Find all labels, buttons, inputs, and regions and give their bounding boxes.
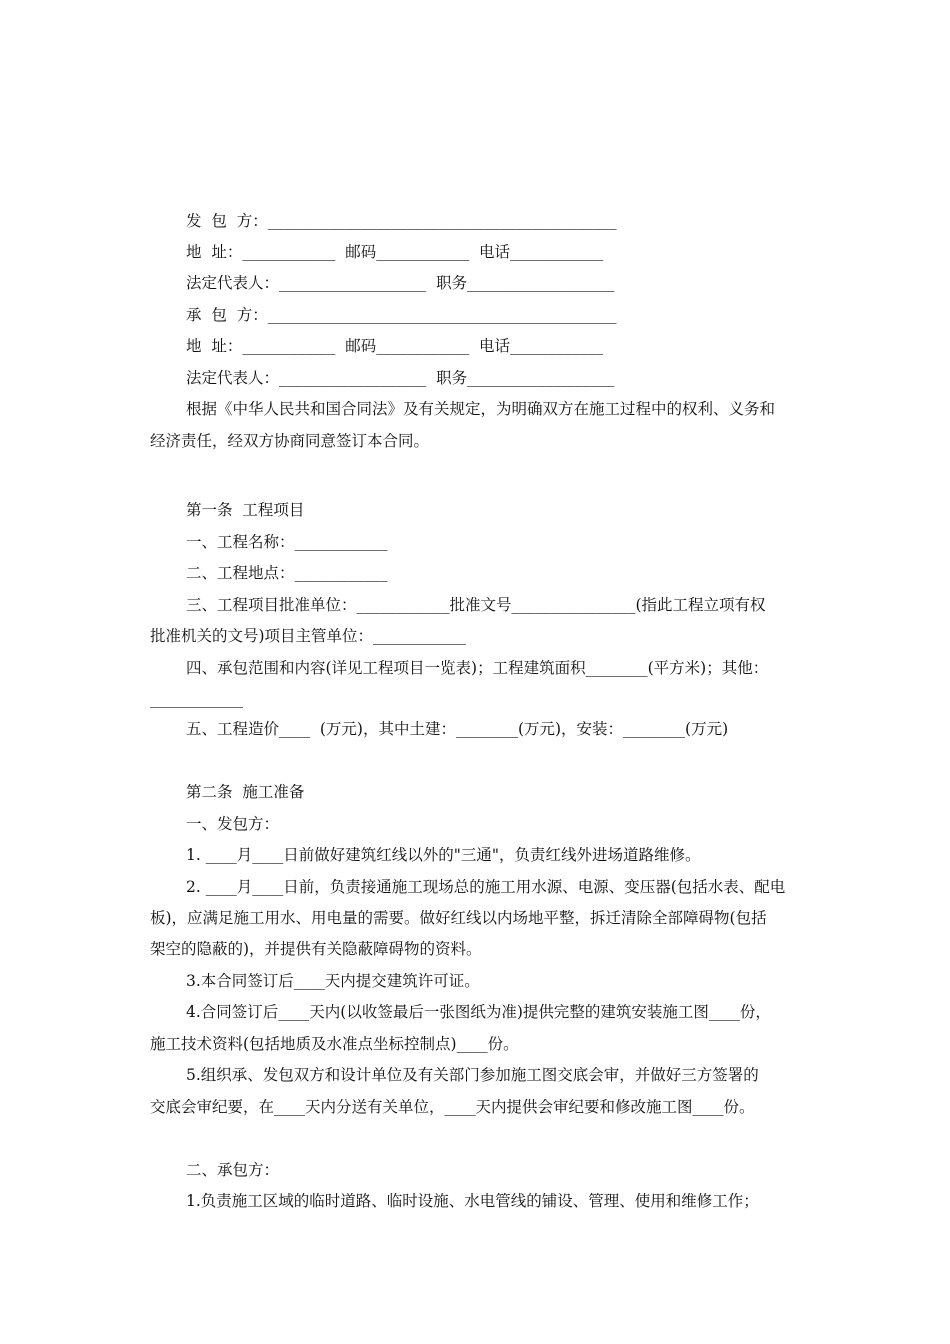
employer-address-line: 地 址：____________ 邮码____________ 电话____________	[186, 243, 604, 261]
employer-item-2-line-3: 架空的隐蔽的)，并提供有关隐蔽障碍物的资料。	[150, 940, 482, 958]
scope-line-2: ____________	[150, 690, 243, 708]
contractor-section-heading: 二、承包方：	[186, 1161, 280, 1179]
scope-line-1: 四、承包范围和内容(详见工程项目一览表)；工程建筑面积________(平方米)；其他：	[186, 659, 769, 677]
employer-item-4-line-1: 4.合同签订后____天内(以收签最后一张图纸为准)提供完整的建筑安装施工图____份，	[186, 1003, 771, 1021]
employer-line: 发 包 方：_____________________________________________	[186, 212, 617, 230]
article-2-heading: 第二条 施工准备	[186, 783, 305, 801]
approval-line-2: 批准机关的文号)项目主管单位：____________	[150, 627, 467, 645]
employer-item-4-line-2: 施工技术资料(包括地质及水准点坐标控制点)____份。	[150, 1035, 519, 1053]
approval-line-1: 三、工程项目批准单位：____________批准文号________________(指此工程立项有权	[186, 596, 766, 614]
employer-item-2-line-1: 2. ____月____日前，负责接通施工现场总的施工用水源、电源、变压器(包括水表、配电	[186, 878, 786, 896]
preamble-line-1: 根据《中华人民共和国合同法》及有关规定，为明确双方在施工过程中的权利、义务和	[186, 400, 776, 418]
employer-item-2-line-2: 板)，应满足施工用水、用电量的需要。做好红线以内场地平整，拆迁清除全部障碍物(包括	[150, 909, 767, 927]
employer-item-1: 1. ____月____日前做好建筑红线以外的"三通"，负责红线外进场道路维修。	[186, 846, 701, 864]
preamble-line-2: 经济责任，经双方协商同意签订本合同。	[150, 432, 430, 450]
contractor-line: 承 包 方：_____________________________________________	[186, 306, 617, 324]
employer-item-3: 3.本合同签订后____天内提交建筑许可证。	[186, 972, 480, 990]
contractor-item-1: 1.负责施工区域的临时道路、临时设施、水电管线的铺设、管理、使用和维修工作；	[186, 1192, 759, 1210]
contractor-address-line: 地 址：____________ 邮码____________ 电话____________	[186, 337, 604, 355]
cost-line: 五、工程造价____ (万元)，其中土建：________(万元)，安装：________(万元)	[186, 720, 729, 738]
project-name-line: 一、工程名称：____________	[186, 533, 388, 551]
article-1-heading: 第一条 工程项目	[186, 501, 305, 519]
employer-item-5-line-1: 5.组织承、发包双方和设计单位及有关部门参加施工图交底会审，并做好三方签署的	[186, 1066, 759, 1084]
employer-representative-line: 法定代表人：___________________ 职务___________________	[186, 274, 615, 292]
project-location-line: 二、工程地点：____________	[186, 564, 388, 582]
employer-section-heading: 一、发包方：	[186, 815, 280, 833]
employer-item-5-line-2: 交底会审纪要，在____天内分送有关单位，____天内提供会审纪要和修改施工图____份。	[150, 1098, 755, 1116]
contractor-representative-line: 法定代表人：___________________ 职务___________________	[186, 369, 615, 387]
